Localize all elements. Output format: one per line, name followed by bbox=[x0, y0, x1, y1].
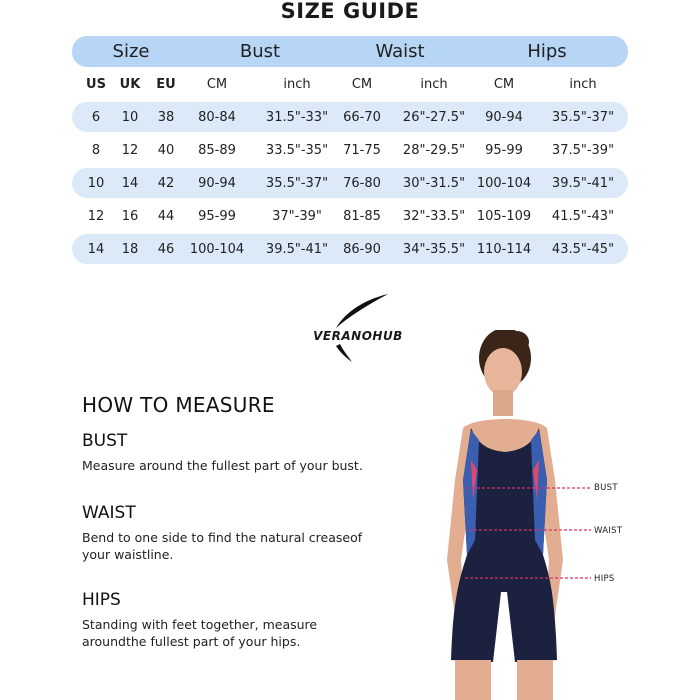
subheader-bust-cm: CM bbox=[206, 76, 228, 92]
table-cell: 31.5"-33" bbox=[265, 109, 329, 125]
table-cell: 12 bbox=[87, 208, 105, 224]
brand-logo-swoosh-icon bbox=[300, 292, 410, 364]
group-bust: Bust bbox=[239, 41, 281, 62]
table-cell: 16 bbox=[121, 208, 139, 224]
table-cell: 28"-29.5" bbox=[402, 142, 466, 158]
table-cell: 81-85 bbox=[343, 208, 381, 224]
group-hips: Hips bbox=[527, 41, 567, 62]
table-cell: 95-99 bbox=[485, 142, 523, 158]
subheader-us: US bbox=[86, 76, 106, 92]
model-label-hips: HIPS bbox=[594, 574, 615, 584]
table-cell: 90-94 bbox=[198, 175, 236, 191]
table-cell: 10 bbox=[87, 175, 105, 191]
table-cell: 35.5"-37" bbox=[551, 109, 615, 125]
table-cell: 80-84 bbox=[198, 109, 236, 125]
table-subheader bbox=[72, 69, 628, 99]
table-cell: 32"-33.5" bbox=[402, 208, 466, 224]
table-cell: 95-99 bbox=[198, 208, 236, 224]
table-cell: 43.5"-45" bbox=[551, 241, 615, 257]
table-cell: 71-75 bbox=[343, 142, 381, 158]
subheader-eu: EU bbox=[156, 76, 176, 92]
hips-instruction: Standing with feet together, measure aroundthe fullest part of your hips. bbox=[82, 617, 318, 649]
table-cell: 14 bbox=[121, 175, 139, 191]
hips-heading: HIPS bbox=[82, 590, 121, 610]
table-cell: 6 bbox=[91, 109, 101, 125]
table-cell: 85-89 bbox=[198, 142, 236, 158]
table-cell: 39.5"-41" bbox=[551, 175, 615, 191]
table-cell: 44 bbox=[157, 208, 175, 224]
subheader-hips-inch: inch bbox=[569, 76, 597, 92]
subheader-waist-inch: inch bbox=[420, 76, 448, 92]
table-cell: 37.5"-39" bbox=[551, 142, 615, 158]
bust-instruction: Measure around the fullest part of your bust. bbox=[82, 458, 363, 473]
table-cell: 26"-27.5" bbox=[402, 109, 466, 125]
table-cell: 40 bbox=[157, 142, 175, 158]
subheader-bust-inch: inch bbox=[283, 76, 311, 92]
table-cell: 100-104 bbox=[189, 241, 245, 257]
table-cell: 34"-35.5" bbox=[402, 241, 466, 257]
table-cell: 38 bbox=[157, 109, 175, 125]
table-cell: 100-104 bbox=[476, 175, 532, 191]
table-group-header bbox=[72, 36, 628, 67]
table-cell: 14 bbox=[87, 241, 105, 257]
table-row bbox=[72, 135, 628, 165]
table-cell: 10 bbox=[121, 109, 139, 125]
table-cell: 76-80 bbox=[343, 175, 381, 191]
table-row bbox=[72, 234, 628, 264]
table-cell: 39.5"-41" bbox=[265, 241, 329, 257]
subheader-hips-cm: CM bbox=[493, 76, 515, 92]
page-title: SIZE GUIDE bbox=[280, 0, 420, 23]
table-cell: 35.5"-37" bbox=[265, 175, 329, 191]
table-row bbox=[72, 102, 628, 132]
subheader-uk: UK bbox=[119, 76, 141, 92]
model-label-bust: BUST bbox=[594, 483, 618, 493]
table-cell: 110-114 bbox=[476, 241, 532, 257]
table-cell: 66-70 bbox=[343, 109, 381, 125]
subheader-waist-cm: CM bbox=[351, 76, 373, 92]
group-waist: Waist bbox=[375, 41, 425, 62]
brand-name: VERANOHUB bbox=[313, 329, 403, 343]
table-row bbox=[72, 168, 628, 198]
table-cell: 86-90 bbox=[343, 241, 381, 257]
model-label-waist: WAIST bbox=[594, 526, 623, 536]
table-cell: 42 bbox=[157, 175, 175, 191]
table-cell: 33.5"-35" bbox=[265, 142, 329, 158]
model-swimsuit-illustration bbox=[405, 330, 615, 700]
waist-heading: WAIST bbox=[82, 503, 136, 523]
table-cell: 105-109 bbox=[476, 208, 532, 224]
table-cell: 90-94 bbox=[485, 109, 523, 125]
table-row bbox=[72, 201, 628, 231]
table-cell: 18 bbox=[121, 241, 139, 257]
table-cell: 30"-31.5" bbox=[402, 175, 466, 191]
group-size: Size bbox=[112, 41, 150, 62]
table-cell: 37"-39" bbox=[272, 208, 322, 224]
table-cell: 12 bbox=[121, 142, 139, 158]
waist-instruction: Bend to one side to find the natural creaseof your waistline. bbox=[82, 530, 363, 562]
bust-heading: BUST bbox=[82, 431, 128, 451]
table-cell: 46 bbox=[157, 241, 175, 257]
how-to-measure-heading: HOW TO MEASURE bbox=[82, 393, 275, 417]
table-cell: 41.5"-43" bbox=[551, 208, 615, 224]
table-cell: 8 bbox=[91, 142, 101, 158]
